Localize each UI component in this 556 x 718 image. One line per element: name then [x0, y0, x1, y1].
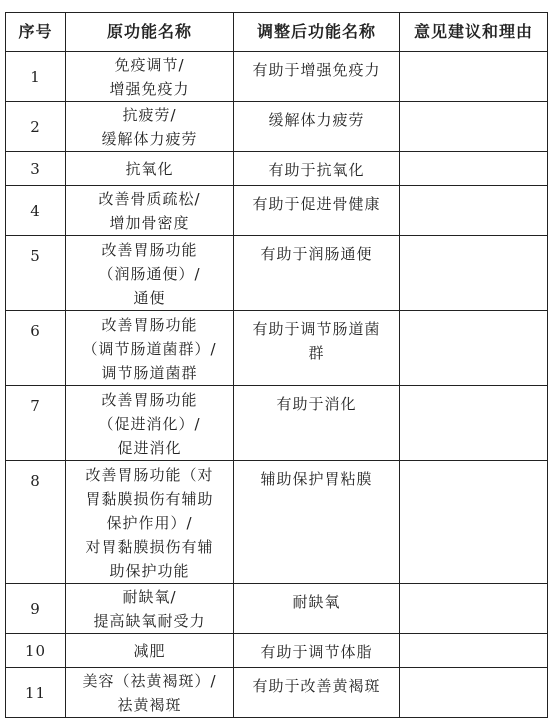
- original-name-line: 促进消化: [117, 439, 182, 457]
- original-name-line: 改善胃肠功能（对: [85, 466, 214, 484]
- table-row: [6, 236, 548, 311]
- cell-original-name: [66, 186, 234, 236]
- adjusted-name-line: 辅助保护胃粘膜: [260, 470, 373, 488]
- original-name-line: 通便: [133, 289, 166, 307]
- cell-no: 9: [6, 584, 66, 634]
- cell-original-name: [66, 634, 234, 668]
- header-opinion: 意见建议和理由: [400, 13, 548, 52]
- adjusted-name-line: 有助于调节肠道菌: [252, 320, 381, 338]
- cell-no: 4: [6, 186, 66, 236]
- cell-original-name: [66, 152, 234, 186]
- cell-no: 10: [6, 634, 66, 668]
- cell-adjusted-name: [234, 311, 400, 386]
- function-table: [5, 12, 548, 718]
- original-name-line: 耐缺氧/: [122, 587, 177, 606]
- header-row: [6, 13, 548, 52]
- cell-adjusted-name: [234, 668, 400, 718]
- cell-opinion: [400, 186, 548, 236]
- original-name-line: 改善胃肠功能: [101, 316, 198, 334]
- table-row: [6, 52, 548, 102]
- cell-no: 11: [6, 668, 66, 718]
- table-row: [6, 186, 548, 236]
- adjusted-name-line: 耐缺氧: [292, 593, 341, 611]
- cell-opinion: [400, 634, 548, 668]
- cell-no: 3: [6, 152, 66, 186]
- cell-opinion: [400, 52, 548, 102]
- adjusted-name-line: 缓解体力疲劳: [268, 111, 365, 129]
- table-row: [6, 386, 548, 461]
- original-name-line: 胃黏膜损伤有辅助: [85, 490, 214, 508]
- cell-adjusted-name: [234, 634, 400, 668]
- cell-no: 5: [6, 236, 66, 311]
- cell-adjusted-name: [234, 584, 400, 634]
- original-name-line: （调节肠道菌群）/: [82, 340, 217, 358]
- cell-opinion: [400, 236, 548, 311]
- original-name-line: （润肠通便）/: [98, 265, 201, 283]
- adjusted-name-line: 有助于抗氧化: [268, 161, 365, 179]
- cell-original-name: [66, 52, 234, 102]
- adjusted-name-line: 有助于消化: [276, 395, 357, 413]
- original-name-line: 免疫调节/: [114, 55, 185, 74]
- cell-adjusted-name: [234, 461, 400, 584]
- table-row: [6, 461, 548, 584]
- original-name-line: 增加骨密度: [109, 213, 190, 232]
- original-name-line: 提高缺氧耐受力: [93, 611, 206, 630]
- table-row: [6, 634, 548, 668]
- cell-opinion: [400, 311, 548, 386]
- original-name-line: 缓解体力疲劳: [101, 129, 198, 148]
- cell-original-name: [66, 584, 234, 634]
- cell-no: 7: [6, 386, 66, 461]
- cell-no: 8: [6, 461, 66, 584]
- cell-adjusted-name: [234, 186, 400, 236]
- cell-adjusted-name: [234, 102, 400, 152]
- original-name-line: 改善骨质疏松/: [98, 189, 201, 208]
- cell-opinion: [400, 668, 548, 718]
- original-name-line: 祛黄褐斑: [117, 695, 182, 714]
- original-name-line: 增强免疫力: [109, 79, 190, 98]
- header-no: 序号: [6, 13, 66, 52]
- original-name-line: 保护作用）/: [106, 514, 193, 532]
- cell-opinion: [400, 386, 548, 461]
- original-name-line: （促进消化）/: [98, 415, 201, 433]
- cell-opinion: [400, 102, 548, 152]
- original-name-line: 对胃黏膜损伤有辅: [85, 538, 214, 556]
- adjusted-name-line: 有助于改善黄褐斑: [252, 677, 381, 695]
- cell-adjusted-name: [234, 386, 400, 461]
- cell-original-name: [66, 311, 234, 386]
- original-name-line: 改善胃肠功能: [101, 241, 198, 259]
- table-row: [6, 152, 548, 186]
- cell-no: 6: [6, 311, 66, 386]
- cell-opinion: [400, 584, 548, 634]
- original-name-line: 助保护功能: [109, 562, 190, 580]
- adjusted-name-line: 有助于调节体脂: [260, 643, 373, 661]
- cell-adjusted-name: [234, 52, 400, 102]
- cell-original-name: [66, 461, 234, 584]
- header-original-name: 原功能名称: [66, 13, 234, 52]
- cell-original-name: [66, 236, 234, 311]
- table-row: [6, 311, 548, 386]
- original-name-line: 美容（祛黄褐斑）/: [82, 671, 217, 690]
- table-row: [6, 102, 548, 152]
- cell-no: 2: [6, 102, 66, 152]
- table-row: [6, 668, 548, 718]
- cell-opinion: [400, 152, 548, 186]
- cell-original-name: [66, 386, 234, 461]
- adjusted-name-line: 群: [308, 344, 325, 362]
- adjusted-name-line: 有助于促进骨健康: [252, 195, 381, 213]
- header-adjusted-name: 调整后功能名称: [234, 13, 400, 52]
- adjusted-name-line: 有助于增强免疫力: [252, 61, 381, 79]
- original-name-line: 抗疲劳/: [122, 105, 177, 124]
- cell-no: 1: [6, 52, 66, 102]
- cell-opinion: [400, 461, 548, 584]
- adjusted-name-line: 有助于润肠通便: [260, 245, 373, 263]
- cell-original-name: [66, 102, 234, 152]
- cell-adjusted-name: [234, 152, 400, 186]
- cell-adjusted-name: [234, 236, 400, 311]
- original-name-line: 改善胃肠功能: [101, 391, 198, 409]
- table-row: [6, 584, 548, 634]
- cell-original-name: [66, 668, 234, 718]
- original-name-line: 抗氧化: [125, 159, 174, 178]
- original-name-line: 减肥: [133, 641, 166, 660]
- original-name-line: 调节肠道菌群: [101, 364, 198, 382]
